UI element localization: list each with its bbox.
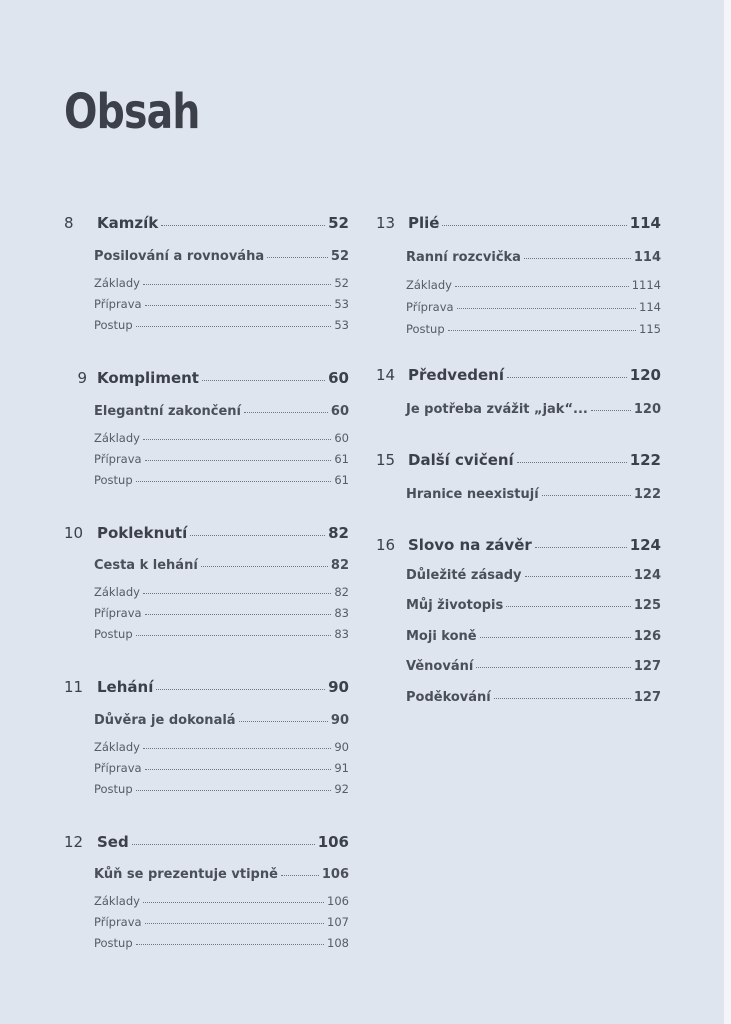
section-title: Je potřeba zvážit „jak“... (406, 402, 588, 417)
dot-leader (239, 721, 328, 722)
toc-section[interactable] (406, 598, 661, 613)
chapter-title: Další cvičení (408, 451, 514, 469)
chapter-page: 124 (629, 536, 661, 554)
section-page: 125 (633, 598, 661, 613)
item-page: 114 (639, 300, 661, 314)
dot-leader (476, 667, 631, 668)
toc-item[interactable] (94, 452, 349, 466)
toc-item[interactable] (94, 936, 349, 950)
item-page: 61 (334, 452, 349, 466)
dot-leader (524, 258, 631, 259)
dot-leader (542, 495, 631, 496)
chapter-number: 9 (77, 369, 87, 387)
toc-item[interactable] (406, 300, 661, 314)
dot-leader (442, 225, 626, 226)
item-title: Postup (406, 322, 445, 336)
chapter-number: 16 (376, 536, 396, 554)
dot-leader (143, 902, 324, 903)
dot-leader (145, 305, 332, 306)
toc-section[interactable] (406, 690, 661, 705)
toc-section[interactable] (406, 659, 661, 674)
chapter-page: 52 (328, 214, 349, 232)
item-page: 90 (334, 740, 349, 754)
section-title: Poděkování (406, 690, 491, 705)
toc-chapter[interactable] (376, 451, 661, 469)
toc-section[interactable] (406, 250, 661, 265)
dot-leader (267, 257, 328, 258)
item-title: Postup (94, 936, 133, 950)
item-page: 52 (334, 276, 349, 290)
section-page: 106 (321, 867, 349, 882)
dot-leader (494, 698, 631, 699)
section-page: 120 (633, 402, 661, 417)
dot-leader (281, 875, 319, 876)
chapter-title: Předvedení (408, 366, 504, 384)
section-title: Hranice neexistují (406, 487, 539, 502)
toc-item[interactable] (94, 894, 349, 908)
toc-section[interactable] (94, 713, 349, 728)
toc-item[interactable] (94, 473, 349, 487)
dot-leader (145, 614, 332, 615)
toc-item[interactable] (94, 915, 349, 929)
section-page: 124 (633, 568, 661, 583)
chapter-page: 114 (629, 214, 661, 232)
item-title: Základy (406, 278, 452, 292)
page-title: Obsah (64, 84, 200, 140)
item-page: 107 (327, 915, 349, 929)
toc-item[interactable] (94, 761, 349, 775)
section-title: Ranní rozcvička (406, 250, 521, 265)
item-title: Postup (94, 782, 133, 796)
chapter-page: 90 (328, 678, 349, 696)
chapter-title: Lehání (97, 678, 154, 696)
dot-leader (448, 330, 636, 331)
item-title: Základy (94, 740, 140, 754)
section-title: Cesta k lehání (94, 558, 198, 573)
toc-section[interactable] (406, 629, 661, 644)
toc-section[interactable] (94, 867, 349, 882)
dot-leader (143, 748, 331, 749)
dot-leader (136, 481, 332, 482)
dot-leader (156, 689, 325, 690)
item-title: Postup (94, 318, 133, 332)
dot-leader (136, 944, 324, 945)
dot-leader (145, 460, 332, 461)
item-page: 53 (334, 297, 349, 311)
dot-leader (132, 844, 315, 845)
dot-leader (136, 790, 332, 791)
toc-item[interactable] (94, 585, 349, 599)
toc-item[interactable] (406, 278, 661, 292)
item-page: 83 (334, 606, 349, 620)
dot-leader (507, 377, 627, 378)
toc-chapter[interactable] (376, 214, 661, 232)
section-title: Posilování a rovnováha (94, 249, 265, 264)
toc-section[interactable] (94, 404, 349, 419)
toc-right-column (376, 0, 661, 1024)
toc-chapter[interactable] (64, 214, 349, 232)
item-title: Příprava (94, 761, 142, 775)
toc-chapter[interactable] (64, 678, 349, 696)
dot-leader (517, 462, 627, 463)
chapter-title: Slovo na závěr (408, 536, 532, 554)
dot-leader (202, 380, 325, 381)
chapter-page: 122 (629, 451, 661, 469)
dot-leader (455, 286, 629, 287)
section-page: 82 (330, 558, 349, 573)
dot-leader (161, 225, 325, 226)
item-page: 1114 (631, 278, 661, 292)
section-page: 114 (633, 250, 661, 265)
section-page: 60 (330, 404, 349, 419)
toc-chapter[interactable] (64, 369, 349, 387)
chapter-title: Kompliment (97, 369, 199, 387)
dot-leader (143, 439, 331, 440)
chapter-title: Pokleknutí (97, 524, 188, 542)
section-title: Věnování (406, 659, 474, 674)
toc-section[interactable] (406, 568, 661, 583)
section-page: 122 (633, 487, 661, 502)
toc-item[interactable] (406, 322, 661, 336)
chapter-page: 120 (629, 366, 661, 384)
toc-item[interactable] (94, 782, 349, 796)
section-page: 90 (330, 713, 349, 728)
section-page: 127 (633, 659, 661, 674)
section-title: Elegantní zakončení (94, 404, 241, 419)
toc-item[interactable] (94, 431, 349, 445)
section-page: 52 (330, 249, 349, 264)
dot-leader (591, 410, 631, 411)
chapter-number: 14 (376, 366, 396, 384)
toc-item[interactable] (94, 297, 349, 311)
toc-section[interactable] (94, 558, 349, 573)
toc-item[interactable] (94, 627, 349, 641)
dot-leader (145, 769, 332, 770)
section-title: Důvěra je dokonalá (94, 713, 236, 728)
item-title: Příprava (94, 915, 142, 929)
item-page: 53 (334, 318, 349, 332)
dot-leader (480, 637, 631, 638)
dot-leader (136, 635, 332, 636)
item-page: 92 (334, 782, 349, 796)
item-title: Příprava (94, 297, 142, 311)
toc-item[interactable] (94, 276, 349, 290)
toc-item[interactable] (94, 318, 349, 332)
item-title: Příprava (94, 452, 142, 466)
toc-chapter[interactable] (64, 524, 349, 542)
dot-leader (136, 326, 332, 327)
dot-leader (143, 593, 331, 594)
section-title: Kůň se prezentuje vtipně (94, 867, 278, 882)
item-title: Postup (94, 627, 133, 641)
item-page: 83 (334, 627, 349, 641)
item-title: Postup (94, 473, 133, 487)
dot-leader (145, 923, 324, 924)
toc-section[interactable] (94, 249, 349, 264)
toc-chapter[interactable] (376, 536, 661, 554)
dot-leader (535, 547, 627, 548)
chapter-number: 13 (376, 214, 396, 232)
chapter-page: 106 (317, 833, 349, 851)
item-title: Základy (94, 276, 140, 290)
section-title: Důležité zásady (406, 568, 522, 583)
chapter-title: Kamzík (97, 214, 159, 232)
toc-left-column (64, 0, 349, 1024)
item-title: Základy (94, 894, 140, 908)
chapter-title: Plié (408, 214, 440, 232)
chapter-page: 60 (328, 369, 349, 387)
section-page: 127 (633, 690, 661, 705)
toc-section[interactable] (406, 402, 661, 417)
toc-section[interactable] (406, 487, 661, 502)
dot-leader (506, 606, 631, 607)
chapter-number: 8 (64, 214, 74, 232)
dot-leader (244, 412, 328, 413)
section-page: 126 (633, 629, 661, 644)
toc-item[interactable] (94, 606, 349, 620)
item-title: Příprava (94, 606, 142, 620)
dot-leader (525, 576, 631, 577)
chapter-page: 82 (328, 524, 349, 542)
item-page: 61 (334, 473, 349, 487)
toc-chapter[interactable] (64, 833, 349, 851)
item-page: 91 (334, 761, 349, 775)
chapter-number: 10 (64, 524, 84, 542)
dot-leader (143, 284, 331, 285)
section-title: Moji koně (406, 629, 477, 644)
dot-leader (201, 566, 328, 567)
dot-leader (190, 535, 325, 536)
item-page: 82 (334, 585, 349, 599)
item-title: Základy (94, 431, 140, 445)
chapter-title: Sed (97, 833, 129, 851)
item-page: 108 (327, 936, 349, 950)
section-title: Můj životopis (406, 598, 504, 613)
chapter-number: 15 (376, 451, 396, 469)
toc-item[interactable] (94, 740, 349, 754)
item-title: Základy (94, 585, 140, 599)
item-title: Příprava (406, 300, 454, 314)
item-page: 60 (334, 431, 349, 445)
item-page: 115 (639, 322, 661, 336)
toc-chapter[interactable] (376, 366, 661, 384)
dot-leader (457, 308, 636, 309)
chapter-number: 11 (64, 678, 84, 696)
item-page: 106 (327, 894, 349, 908)
chapter-number: 12 (64, 833, 84, 851)
